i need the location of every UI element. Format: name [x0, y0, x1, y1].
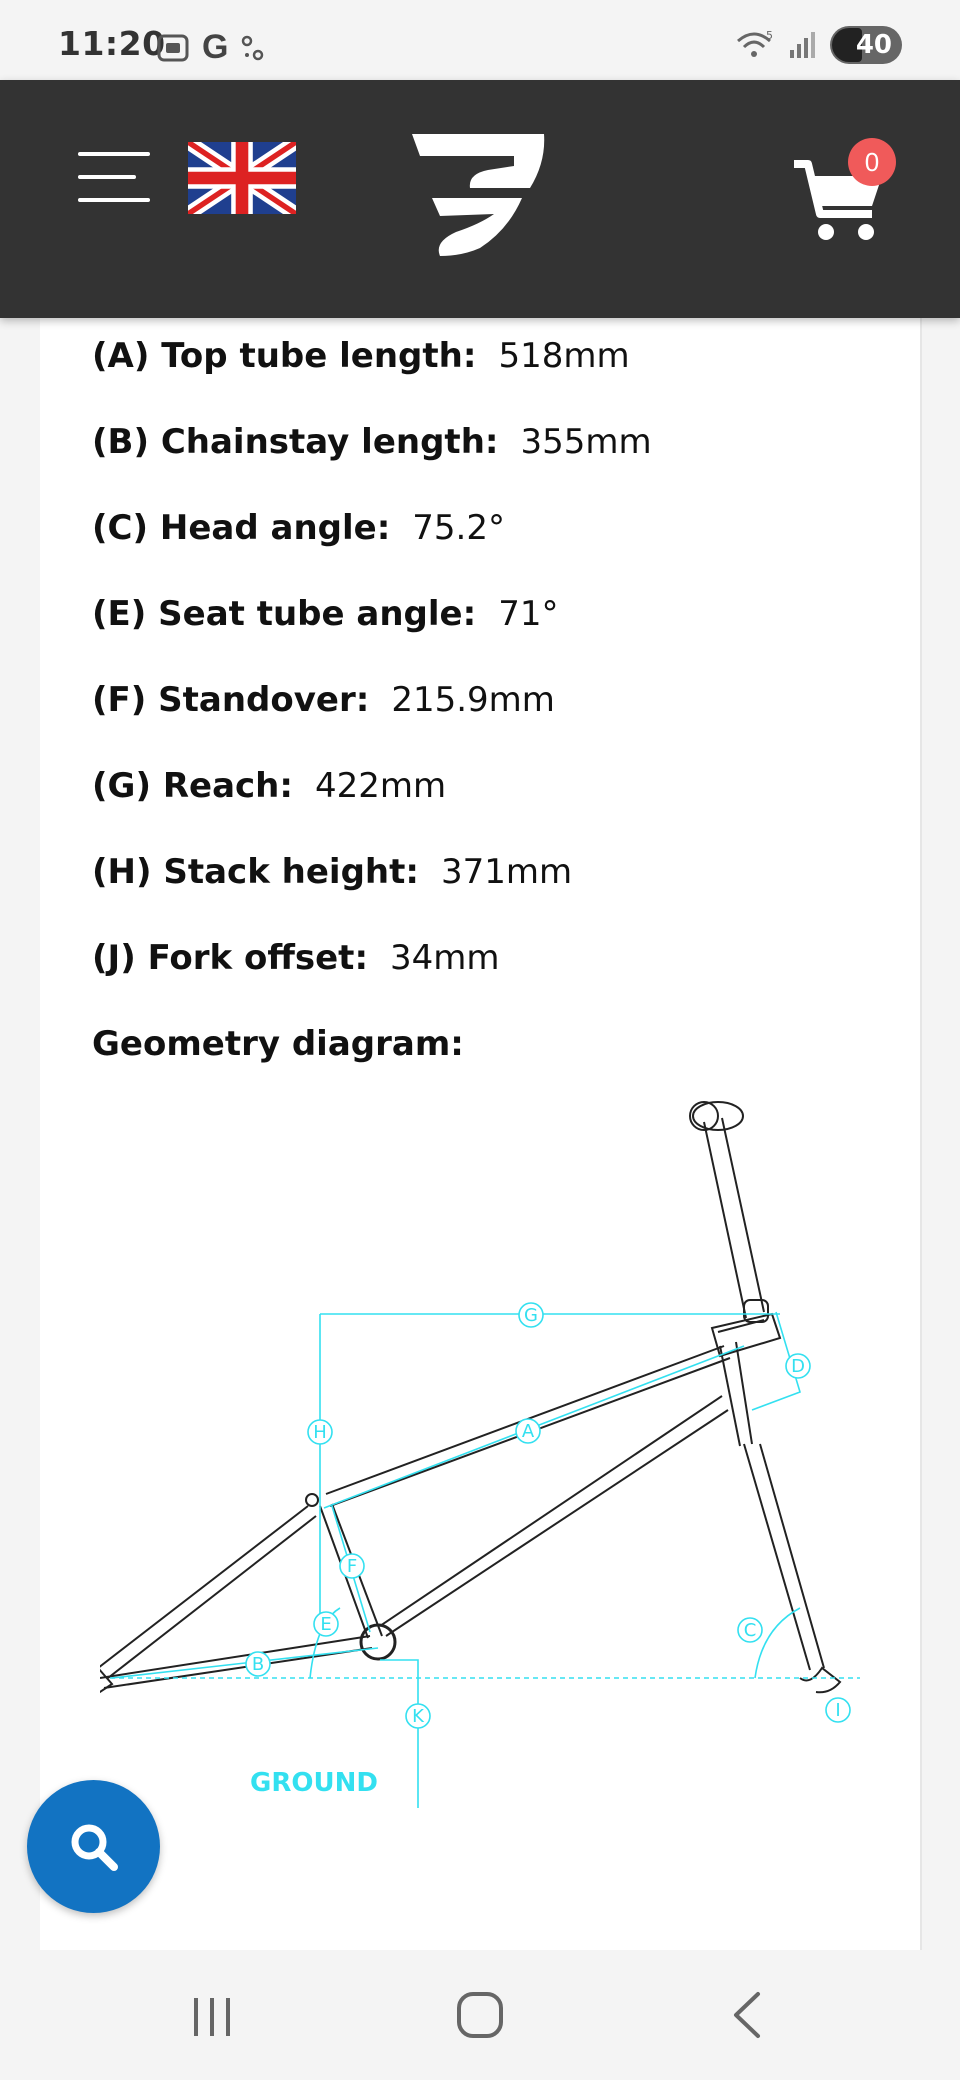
svg-text:K: K — [412, 1706, 424, 1727]
spec-top-tube — [92, 336, 630, 376]
spec-label: (C) Head angle: — [92, 508, 391, 548]
status-system-icons — [736, 26, 902, 64]
spec-value: 355mm — [520, 422, 652, 462]
svg-text:H: H — [313, 1422, 327, 1443]
marker-d — [786, 1354, 810, 1378]
spec-label: (A) Top tube length: — [92, 336, 477, 376]
menu-icon — [78, 150, 150, 204]
spec-head-angle — [92, 508, 505, 548]
bike-frame — [100, 1102, 840, 1692]
svg-text:C: C — [743, 1620, 757, 1641]
diagram-heading: Geometry diagram: — [92, 1024, 464, 1064]
svg-text:G: G — [524, 1305, 538, 1326]
home-button[interactable] — [440, 1980, 520, 2050]
marker-a — [516, 1419, 540, 1443]
ground-label: GROUND — [250, 1768, 378, 1798]
svg-text:B: B — [251, 1654, 265, 1675]
recent-apps-icon — [172, 1980, 252, 2050]
brand-logo[interactable] — [410, 132, 546, 256]
spec-label: (H) Stack height: — [92, 852, 419, 892]
marker-h — [308, 1420, 332, 1444]
svg-text:5: 5 — [766, 29, 773, 42]
marker-b — [246, 1652, 270, 1676]
site-header — [0, 80, 960, 318]
cart-count-badge: 0 — [848, 138, 896, 186]
spec-value: 215.9mm — [391, 680, 555, 720]
spec-standover — [92, 680, 555, 720]
spec-label: (G) Reach: — [92, 766, 293, 806]
spec-value: 71° — [498, 594, 559, 634]
signal-icon — [788, 30, 818, 60]
marker-k — [406, 1704, 430, 1728]
svg-text:I: I — [835, 1700, 841, 1721]
battery-level: 40 — [855, 30, 892, 60]
spec-chainstay — [92, 422, 652, 462]
status-bar — [0, 0, 960, 80]
back-button[interactable] — [708, 1980, 788, 2050]
spec-value: 518mm — [498, 336, 630, 376]
spec-value: 371mm — [440, 852, 573, 892]
wifi-icon — [736, 29, 776, 61]
marker-f — [340, 1554, 364, 1578]
gallery-notification-icon — [156, 32, 190, 64]
product-geometry-section — [40, 318, 922, 1950]
geometry-diagram — [100, 1088, 920, 1808]
battery-indicator — [830, 26, 902, 64]
home-icon — [440, 1980, 520, 2050]
marker-i — [826, 1698, 850, 1722]
svg-text:F: F — [346, 1556, 358, 1577]
spec-stack-height — [92, 852, 572, 892]
spec-reach — [92, 766, 446, 806]
measurement-lines — [110, 1312, 860, 1808]
search-icon — [68, 1821, 120, 1873]
uk-flag-icon — [188, 142, 296, 214]
spec-value: 422mm — [314, 766, 447, 806]
language-selector[interactable] — [188, 142, 296, 214]
status-time: 11:20 — [58, 24, 166, 63]
recent-apps-button[interactable] — [172, 1980, 252, 2050]
spec-label: (J) Fork offset: — [92, 938, 369, 978]
svg-text:D: D — [791, 1356, 805, 1377]
svg-text:E: E — [320, 1614, 332, 1635]
spec-label: (E) Seat tube angle: — [92, 594, 477, 634]
menu-button[interactable] — [78, 150, 150, 204]
spec-seat-tube-angle — [92, 594, 558, 634]
svg-text:A: A — [521, 1421, 535, 1442]
spec-value: 34mm — [390, 938, 500, 978]
marker-c — [738, 1618, 762, 1642]
dots-notification-icon — [240, 33, 266, 63]
google-icon: G — [202, 28, 229, 66]
back-icon — [708, 1980, 788, 2050]
status-notification-icons — [156, 28, 266, 67]
search-button[interactable] — [27, 1780, 160, 1913]
spec-label: (F) Standover: — [92, 680, 370, 720]
spec-fork-offset — [92, 938, 500, 978]
system-navigation-bar — [0, 1950, 960, 2080]
marker-g — [519, 1303, 543, 1327]
marker-e — [314, 1612, 338, 1636]
spec-label: (B) Chainstay length: — [92, 422, 499, 462]
spec-value: 75.2° — [412, 508, 505, 548]
brand-logo-icon — [410, 132, 546, 256]
